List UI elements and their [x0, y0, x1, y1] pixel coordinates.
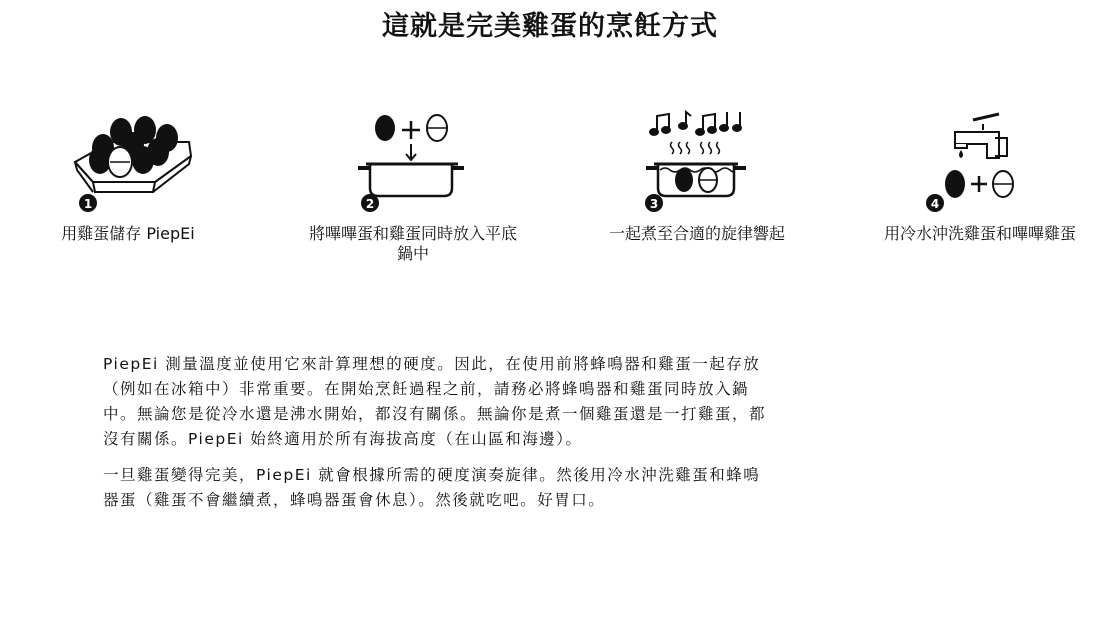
step-3-number: 3 [649, 197, 659, 211]
faucet-rinse-icon [855, 100, 1100, 220]
egg-carton-icon [3, 100, 253, 220]
boiling-pot-music-icon [572, 100, 822, 220]
step-1-number: 1 [83, 197, 93, 211]
description-paragraph-2: 一旦雞蛋變得完美，PiepEi 就會根據所需的硬度演奏旋律。然後用冷水沖洗雞蛋和蜂鳴器蛋（雞蛋不會繼續煮，蜂鳴器蛋會休息）。然後就吃吧。好胃口。 [103, 466, 761, 509]
steps-row [0, 100, 1100, 280]
step-2-caption: 將嗶嗶蛋和雞蛋同時放入平底鍋中 [308, 224, 517, 263]
step-4 [855, 100, 1100, 244]
step-1 [3, 100, 253, 244]
step-3-caption: 一起煮至合適的旋律響起 [608, 224, 785, 243]
step-4-caption: 用冷水沖洗雞蛋和嗶嗶雞蛋 [883, 224, 1076, 243]
page-title: 這就是完美雞蛋的烹飪方式 [382, 11, 718, 42]
step-4-number: 4 [930, 197, 940, 211]
step-1-caption: 用雞蛋儲存 PiepEi [61, 224, 195, 243]
step-2 [288, 100, 538, 264]
pot-with-eggs-icon [288, 100, 538, 220]
step-2-number: 2 [365, 197, 375, 211]
step-3 [572, 100, 822, 244]
description-text [103, 352, 771, 524]
description-paragraph-1: PiepEi 測量溫度並使用它來計算理想的硬度。因此，在使用前將蜂鳴器和雞蛋一起存放（例如在冰箱中）非常重要。在開始烹飪過程之前，請務必將蜂鳴器和雞蛋同時放入鍋中。無論您是從冷水還是沸水開始，都沒有關係。無論你是煮一個雞蛋還是一打雞蛋，都沒有關係。PiepEi 始終適用於所有海拔高度（在山區和海邊）。 [103, 355, 767, 448]
